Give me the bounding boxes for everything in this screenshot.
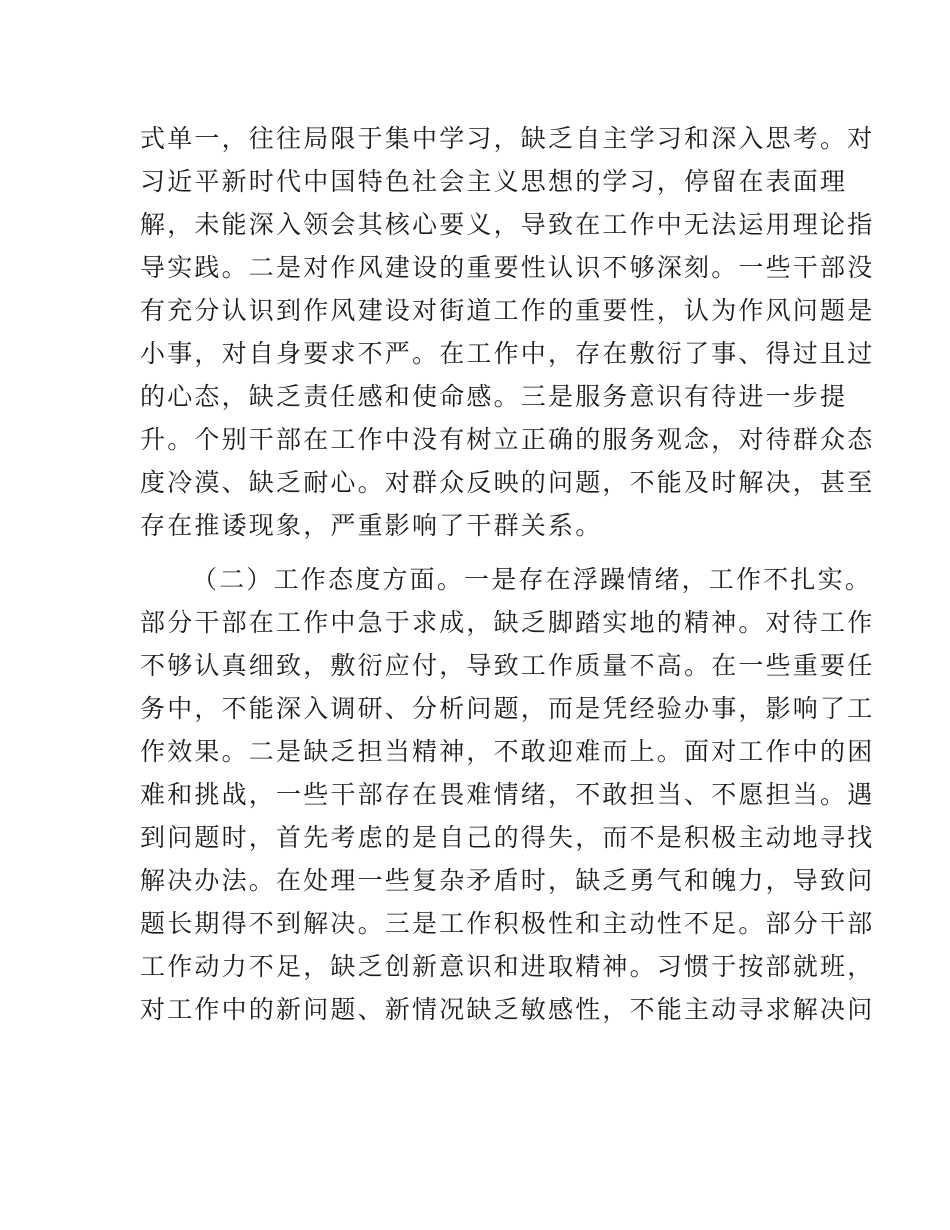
text-line: 小事，对自身要求不严。在工作中，存在敷衍了事、得过且过 bbox=[140, 339, 875, 368]
text-line: 导实践。二是对作风建设的重要性认识不够深刻。一些干部没 bbox=[140, 253, 875, 282]
text-line: 的心态，缺乏责任感和使命感。三是服务意识有待进一步提 bbox=[140, 382, 848, 411]
text-line: 式单一，往往局限于集中学习，缺乏自主学习和深入思考。对 bbox=[140, 124, 875, 153]
paragraph-spacer bbox=[140, 547, 812, 558]
paragraph-2 bbox=[140, 558, 875, 1031]
text-line: 解决办法。在处理一些复杂矛盾时，缺乏勇气和魄力，导致问 bbox=[140, 866, 875, 895]
text-line: 升。个别干部在工作中没有树立正确的服务观念，对待群众态 bbox=[140, 425, 875, 454]
text-line: 题长期得不到解决。三是工作积极性和主动性不足。部分干部 bbox=[140, 909, 875, 938]
text-line: 工作动力不足，缺乏创新意识和进取精神。习惯于按部就班， bbox=[140, 952, 875, 981]
text-line: 存在推诿现象，严重影响了干群关系。 bbox=[140, 511, 603, 540]
text-line: 对工作中的新问题、新情况缺乏敏感性，不能主动寻求解决问 bbox=[140, 995, 875, 1024]
text-line: 习近平新时代中国特色社会主义思想的学习，停留在表面理 bbox=[140, 167, 848, 196]
text-line: 部分干部在工作中急于求成，缺乏脚踏实地的精神。对待工作 bbox=[140, 608, 875, 637]
text-line: （二）工作态度方面。一是存在浮躁情绪，工作不扎实。 bbox=[192, 565, 873, 594]
text-line: 不够认真细致，敷衍应付，导致工作质量不高。在一些重要任 bbox=[140, 651, 875, 680]
text-line: 有充分认识到作风建设对街道工作的重要性，认为作风问题是 bbox=[140, 296, 875, 325]
paragraph-1 bbox=[140, 117, 875, 547]
text-line: 度冷漠、缺乏耐心。对群众反映的问题，不能及时解决，甚至 bbox=[140, 468, 875, 497]
text-line: 难和挑战，一些干部存在畏难情绪，不敢担当、不愿担当。遇 bbox=[140, 780, 875, 809]
document-body bbox=[140, 117, 875, 1031]
text-line: 作效果。二是缺乏担当精神，不敢迎难而上。面对工作中的困 bbox=[140, 737, 875, 766]
text-line: 到问题时，首先考虑的是自己的得失，而不是积极主动地寻找 bbox=[140, 823, 875, 852]
text-line: 务中，不能深入调研、分析问题，而是凭经验办事，影响了工 bbox=[140, 694, 875, 723]
text-line: 解，未能深入领会其核心要义，导致在工作中无法运用理论指 bbox=[140, 210, 875, 239]
